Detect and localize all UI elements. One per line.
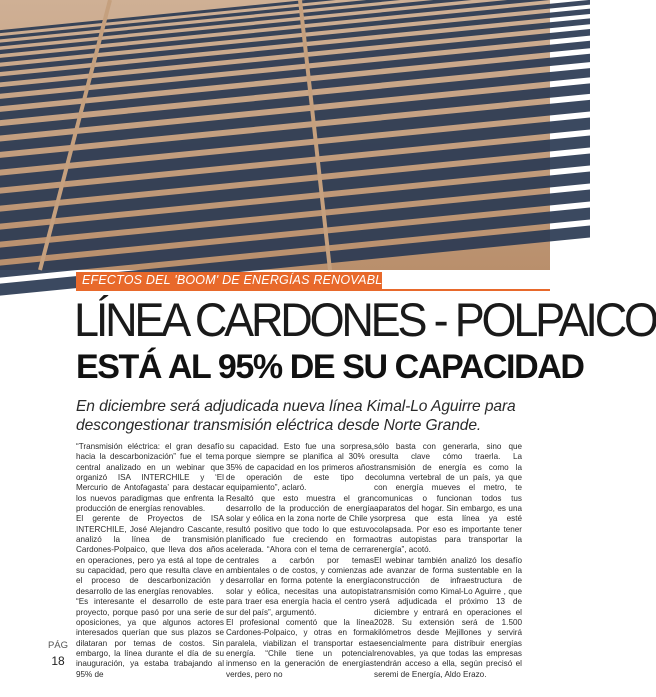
subheadline: ESTÁ AL 95% DE SU CAPACIDAD [76, 348, 584, 386]
kicker-divider [76, 289, 550, 291]
article-column-3: sólo basta con generarla, sino que resulta clave cómo traerla. La transmisión de energía es como la columna vertebral de un país, ya que con energía mueves el metro, te comunicas o funcionan todos tus aparatos del hogar. Sin embargo, es una sorpresa que esta línea ya esté colapsada. Por eso es importante tener otras autopistas para transportar la energía”, acotó. El webinar también analizó los desafío de avanzar de forma sustentable en la construcción de infraestructura de transmisión como Kimal-Lo Aguirre , que será adjudicada el próximo 13 de diciembre y entrará en operaciones el 2028. Su extensión será de 1.500 kilómetros desde Mejillones y servirá esencialmente para distribuir energías renovables, ya que todas las empresas tendrán acceso a ella, según precisó el seremi de Energía, Aldo Erazo. [374, 442, 522, 679]
article-column-1: “Transmisión eléctrica: el gran desafío hacia la descarbonización” fue el tema central analizado en un webinar que organizó ISA INTERCHILE y ‘El Mercurio de Antofagasta’ para destacar los nuevos paradigmas que enfrenta la producción de energías renovables. El gerente de Proyectos de ISA INTERCHILE, José Alejandro Cascante, analizó la línea de transmisión Cardones-Polpaico, que lleva dos años en operaciones, pero ya está al tope de su capacidad, pero que resulta clave en el proceso de descarbonización y desarrollo de las energías renovables. “Es interesante el desarrollo de este proyecto, porque pasó por una serie de oposiciones, ya que algunos actores interesados querían que sus plazos se dilataran por temas de costos. Sin embargo, la línea durante el día de su inauguración, ya estaba trabajando al 95% de [76, 442, 224, 679]
solar-farm-photo [0, 0, 550, 270]
page-label: PÁG [47, 640, 69, 651]
section-kicker: EFECTOS DEL 'BOOM' DE ENERGÍAS RENOVABLES [76, 272, 382, 289]
deck: En diciembre será adjudicada nueva línea Kimal-Lo Aguirre para descongestionar transmisión eléctrica desde Norte Grande. [76, 398, 516, 434]
headline: LÍNEA CARDONES - POLPAICO [74, 292, 656, 347]
article-column-2: su capacidad. Esto fue una sorpresa, porque siempre se planifica al 30% o 35% de capacidad en los primeros años de operación de este tipo de equipamiento”, aclaró. Resaltó que esto muestra el gran desarrollo de la producción de energía solar y eólica en la zona norte de Chile y resultó positivo que todo lo que estuvo planificado fue creciendo en forma acelerada. “Ahora con el tema de cerrar centrales a carbón por temas ambientales o de costos, y comienzas a desarrollar en forma potente la energía solar y eólica, necesitas una autopista para traer esa energía hacia el centro y sur del país”, argumentó. El profesional comentó que la línea Cardones-Polpaico, y otras en forma paralela, viabilizan el transportar esta energía. “Chile tiene un potencial inmenso en la generación de energías verdes, pero no [226, 442, 374, 679]
page-number: 18 [51, 654, 65, 668]
